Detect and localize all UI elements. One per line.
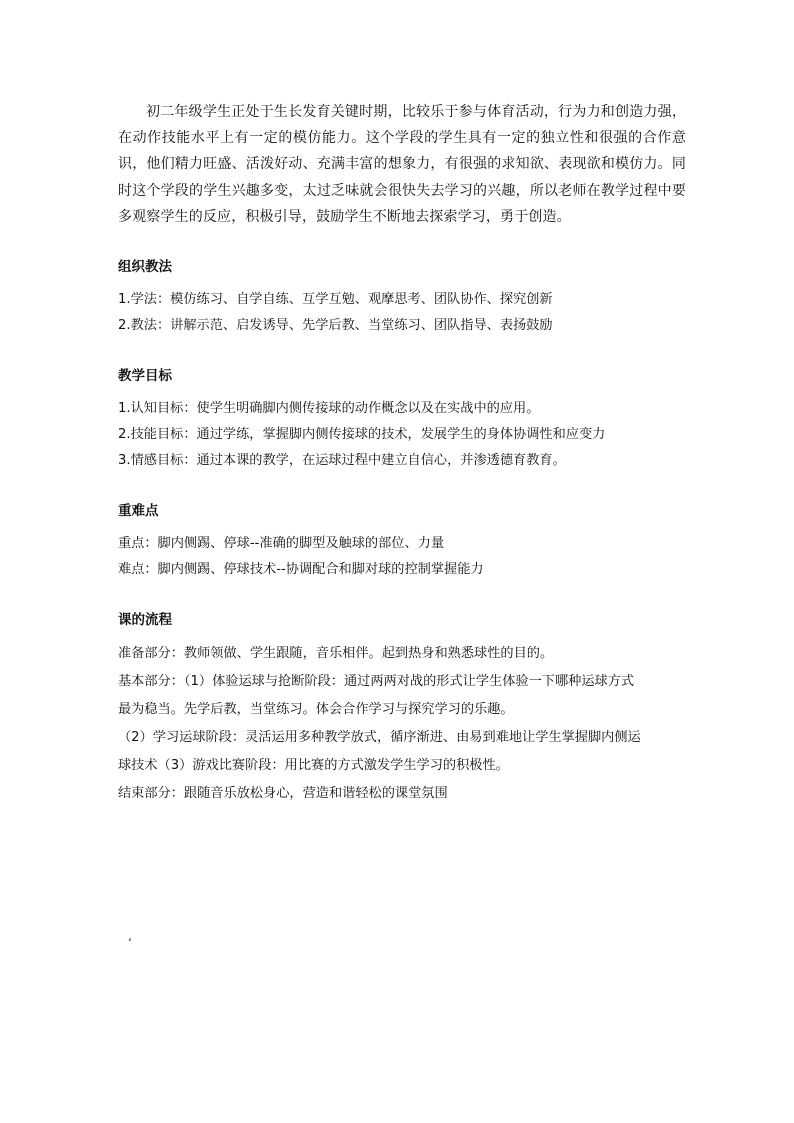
methods-item: 2.教法：讲解示范、启发诱导、先学后教、当堂练习、团队指导、表扬鼓励 (118, 318, 553, 334)
key-point-item: 难点：脚内侧踢、停球技术--协调配合和脚对球的控制掌握能力 (118, 562, 484, 578)
methods-section (118, 258, 686, 339)
document-body (118, 99, 686, 808)
flow-line: 基本部分：（1）体验运球与抢断阶段：通过两两对战的形式让学生体验一下哪种运球方式 (118, 674, 635, 690)
flow-line: 最为稳当。先学后教，当堂练习。体会合作学习与探究学习的乐趣。 (118, 702, 514, 718)
key-points-heading: 重难点 (118, 503, 159, 520)
flow-line: 准备部分：教师领做、学生跟随，音乐相伴。起到热身和熟悉球性的目的。 (118, 646, 554, 662)
key-point-item: 重点：脚内侧踢、停球--准确的脚型及触球的部位、力量 (118, 536, 445, 552)
flow-line: 结束部分：跟随音乐放松身心，营造和谐轻松的课堂氛围 (118, 786, 448, 802)
objectives-heading: 教学目标 (118, 368, 172, 385)
flow-heading: 课的流程 (118, 612, 172, 629)
key-points-section (118, 502, 686, 583)
objective-item: 1.认知目标：使学生明确脚内侧传接球的动作概念以及在实战中的应用。 (118, 401, 540, 417)
stray-mark: ‘ (128, 936, 132, 950)
flow-line: （2）学习运球阶段：灵活运用多种教学放式，循序渐进、由易到难地让学生掌握脚内侧运 (118, 730, 641, 746)
flow-line: 球技术（3）游戏比赛阶段：用比赛的方式激发学生学习的积极性。 (118, 758, 509, 774)
objectives-section (118, 367, 686, 474)
intro-paragraph: 初二年级学生正处于生长发育关键时期，比较乐于参与体育活动，行为力和创造力强，在动作技能水平上有一定的模仿能力。这个学段的学生具有一定的独立性和很强的合作意识，他们精力旺盛、活泼好动、充满丰富的想象力，有很强的求知欲、表现欲和模仿力。同时这个学段的学生兴趣多变，太过乏味就会很快失去学习的兴趣，所以老师在教学过程中要多观察学生的反应，积极引导，鼓励学生不断地去探索学习，勇于创造。 (118, 104, 686, 225)
methods-heading: 组织教法 (118, 259, 172, 276)
flow-section (118, 611, 686, 808)
methods-item: 1.学法：模仿练习、自学自练、互学互勉、观摩思考、团队协作、探究创新 (118, 292, 553, 308)
objective-item: 2.技能目标：通过学练，掌握脚内侧传接球的技术，发展学生的身体协调性和应变力 (118, 427, 606, 443)
objective-item: 3.情感目标：通过本课的教学，在运球过程中建立自信心，并渗透德育教育。 (118, 453, 566, 469)
